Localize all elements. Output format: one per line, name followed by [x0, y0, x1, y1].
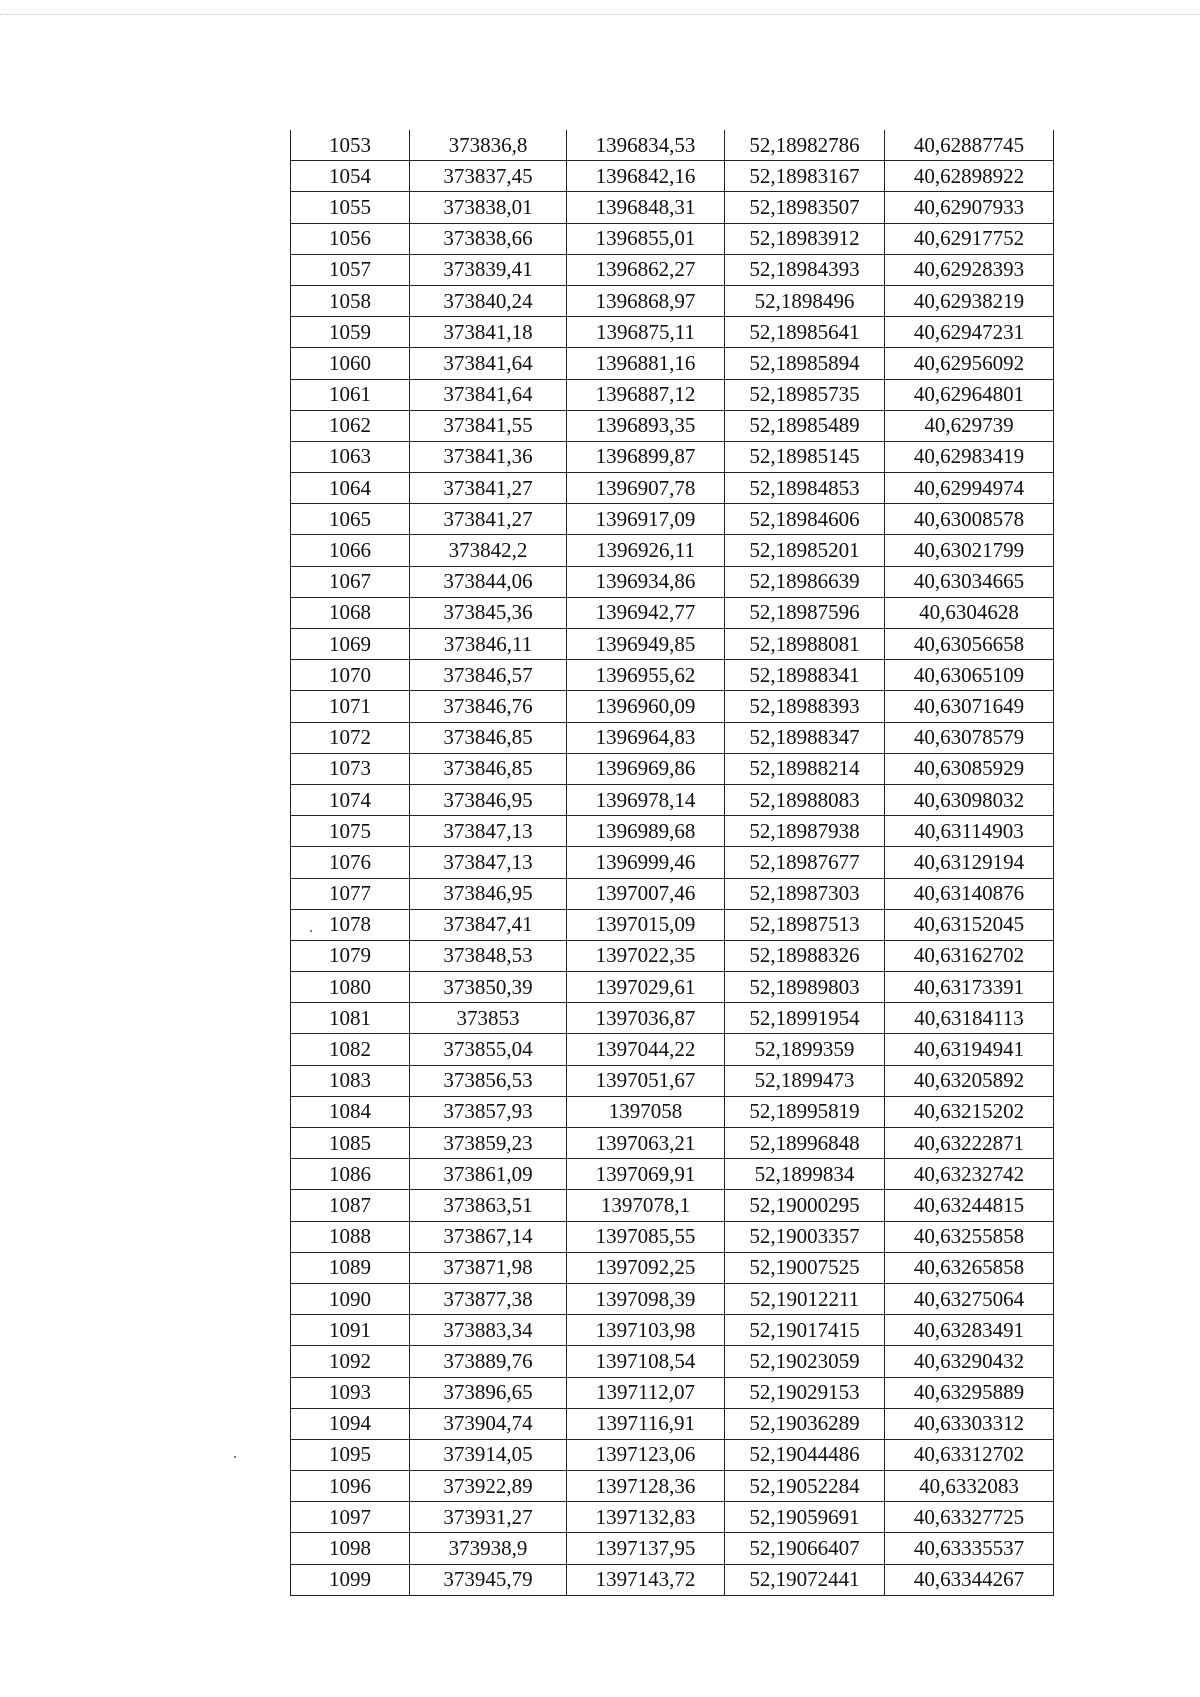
stray-mark: [234, 1456, 236, 1458]
x-coordinate-cell: 373931,27: [410, 1502, 567, 1533]
longitude-cell: 40,63290432: [885, 1346, 1054, 1377]
table-row: [291, 753, 1054, 784]
point-number-cell: 1056: [291, 223, 410, 254]
x-coordinate-cell: 373922,89: [410, 1471, 567, 1502]
y-coordinate-cell: 1396868,97: [567, 285, 725, 316]
y-coordinate-cell: 1396862,27: [567, 254, 725, 285]
point-number-cell: 1094: [291, 1408, 410, 1439]
y-coordinate-cell: 1396887,12: [567, 379, 725, 410]
longitude-cell: 40,63275064: [885, 1283, 1054, 1314]
point-number-cell: 1097: [291, 1502, 410, 1533]
point-number-cell: 1095: [291, 1439, 410, 1470]
table-row: [291, 1377, 1054, 1408]
latitude-cell: 52,18982786: [725, 130, 885, 161]
x-coordinate-cell: 373842,2: [410, 535, 567, 566]
y-coordinate-cell: 1396955,62: [567, 660, 725, 691]
longitude-cell: 40,63283491: [885, 1315, 1054, 1346]
longitude-cell: 40,62956092: [885, 348, 1054, 379]
table-row: [291, 660, 1054, 691]
latitude-cell: 52,1898496: [725, 285, 885, 316]
latitude-cell: 52,19059691: [725, 1502, 885, 1533]
latitude-cell: 52,18988341: [725, 660, 885, 691]
point-number-cell: 1068: [291, 597, 410, 628]
table-row: [291, 1315, 1054, 1346]
x-coordinate-cell: 373846,85: [410, 722, 567, 753]
table-row: [291, 878, 1054, 909]
longitude-cell: 40,62928393: [885, 254, 1054, 285]
x-coordinate-cell: 373850,39: [410, 972, 567, 1003]
latitude-cell: 52,19044486: [725, 1439, 885, 1470]
latitude-cell: 52,18991954: [725, 1003, 885, 1034]
point-number-cell: 1053: [291, 130, 410, 161]
x-coordinate-cell: 373847,13: [410, 816, 567, 847]
point-number-cell: 1093: [291, 1377, 410, 1408]
table-row: [291, 130, 1054, 161]
point-number-cell: 1092: [291, 1346, 410, 1377]
point-number-cell: 1063: [291, 441, 410, 472]
y-coordinate-cell: 1397036,87: [567, 1003, 725, 1034]
y-coordinate-cell: 1396893,35: [567, 410, 725, 441]
table-row: [291, 1408, 1054, 1439]
longitude-cell: 40,63344267: [885, 1564, 1054, 1595]
y-coordinate-cell: 1396899,87: [567, 441, 725, 472]
table-row: [291, 1096, 1054, 1127]
table-row: [291, 410, 1054, 441]
longitude-cell: 40,63205892: [885, 1065, 1054, 1096]
latitude-cell: 52,19017415: [725, 1315, 885, 1346]
latitude-cell: 52,18988081: [725, 629, 885, 660]
table-row: [291, 161, 1054, 192]
longitude-cell: 40,6332083: [885, 1471, 1054, 1502]
table-row: [291, 348, 1054, 379]
latitude-cell: 52,19000295: [725, 1190, 885, 1221]
longitude-cell: 40,62938219: [885, 285, 1054, 316]
y-coordinate-cell: 1397116,91: [567, 1408, 725, 1439]
table-row: [291, 1190, 1054, 1221]
longitude-cell: 40,63327725: [885, 1502, 1054, 1533]
y-coordinate-cell: 1396881,16: [567, 348, 725, 379]
latitude-cell: 52,18988214: [725, 753, 885, 784]
latitude-cell: 52,18987303: [725, 878, 885, 909]
y-coordinate-cell: 1397112,07: [567, 1377, 725, 1408]
longitude-cell: 40,63312702: [885, 1439, 1054, 1470]
y-coordinate-cell: 1396949,85: [567, 629, 725, 660]
x-coordinate-cell: 373853: [410, 1003, 567, 1034]
y-coordinate-cell: 1397103,98: [567, 1315, 725, 1346]
point-number-cell: 1059: [291, 317, 410, 348]
latitude-cell: 52,18983507: [725, 192, 885, 223]
point-number-cell: 1057: [291, 254, 410, 285]
x-coordinate-cell: 373889,76: [410, 1346, 567, 1377]
point-number-cell: 1073: [291, 753, 410, 784]
x-coordinate-cell: 373846,85: [410, 753, 567, 784]
y-coordinate-cell: 1396842,16: [567, 161, 725, 192]
point-number-cell: 1088: [291, 1221, 410, 1252]
latitude-cell: 52,18989803: [725, 972, 885, 1003]
x-coordinate-cell: 373863,51: [410, 1190, 567, 1221]
table-row: [291, 254, 1054, 285]
point-number-cell: 1064: [291, 473, 410, 504]
table-row: [291, 441, 1054, 472]
table-row: [291, 504, 1054, 535]
point-number-cell: 1082: [291, 1034, 410, 1065]
x-coordinate-cell: 373838,01: [410, 192, 567, 223]
longitude-cell: 40,62994974: [885, 473, 1054, 504]
latitude-cell: 52,19066407: [725, 1533, 885, 1564]
x-coordinate-cell: 373839,41: [410, 254, 567, 285]
y-coordinate-cell: 1396907,78: [567, 473, 725, 504]
latitude-cell: 52,18985894: [725, 348, 885, 379]
table-row: [291, 192, 1054, 223]
latitude-cell: 52,18988083: [725, 784, 885, 815]
y-coordinate-cell: 1397123,06: [567, 1439, 725, 1470]
x-coordinate-cell: 373848,53: [410, 940, 567, 971]
point-number-cell: 1080: [291, 972, 410, 1003]
latitude-cell: 52,19012211: [725, 1283, 885, 1314]
point-number-cell: 1084: [291, 1096, 410, 1127]
latitude-cell: 52,19052284: [725, 1471, 885, 1502]
longitude-cell: 40,63184113: [885, 1003, 1054, 1034]
table-row: [291, 1439, 1054, 1470]
y-coordinate-cell: 1397007,46: [567, 878, 725, 909]
x-coordinate-cell: 373904,74: [410, 1408, 567, 1439]
table-row: [291, 1065, 1054, 1096]
x-coordinate-cell: 373846,95: [410, 784, 567, 815]
y-coordinate-cell: 1397044,22: [567, 1034, 725, 1065]
point-number-cell: 1061: [291, 379, 410, 410]
latitude-cell: 52,18984853: [725, 473, 885, 504]
y-coordinate-cell: 1396942,77: [567, 597, 725, 628]
y-coordinate-cell: 1397137,95: [567, 1533, 725, 1564]
point-number-cell: 1062: [291, 410, 410, 441]
point-number-cell: 1086: [291, 1159, 410, 1190]
point-number-cell: 1077: [291, 878, 410, 909]
x-coordinate-cell: 373846,11: [410, 629, 567, 660]
latitude-cell: 52,18985489: [725, 410, 885, 441]
longitude-cell: 40,63034665: [885, 566, 1054, 597]
x-coordinate-cell: 373871,98: [410, 1252, 567, 1283]
table-row: [291, 816, 1054, 847]
longitude-cell: 40,62983419: [885, 441, 1054, 472]
x-coordinate-cell: 373859,23: [410, 1128, 567, 1159]
table-row: [291, 473, 1054, 504]
point-number-cell: 1054: [291, 161, 410, 192]
point-number-cell: 1065: [291, 504, 410, 535]
latitude-cell: 52,19029153: [725, 1377, 885, 1408]
x-coordinate-cell: 373857,93: [410, 1096, 567, 1127]
x-coordinate-cell: 373914,05: [410, 1439, 567, 1470]
point-number-cell: 1060: [291, 348, 410, 379]
scan-top-edge: [0, 14, 1200, 15]
point-number-cell: 1081: [291, 1003, 410, 1034]
table-row: [291, 909, 1054, 940]
latitude-cell: 52,18984606: [725, 504, 885, 535]
longitude-cell: 40,63065109: [885, 660, 1054, 691]
point-number-cell: 1070: [291, 660, 410, 691]
latitude-cell: 52,18996848: [725, 1128, 885, 1159]
y-coordinate-cell: 1396875,11: [567, 317, 725, 348]
table-row: [291, 223, 1054, 254]
latitude-cell: 52,18988347: [725, 722, 885, 753]
x-coordinate-cell: 373841,55: [410, 410, 567, 441]
table-row: [291, 1252, 1054, 1283]
table-row: [291, 1159, 1054, 1190]
latitude-cell: 52,18985145: [725, 441, 885, 472]
table-row: [291, 566, 1054, 597]
y-coordinate-cell: 1397128,36: [567, 1471, 725, 1502]
longitude-cell: 40,62917752: [885, 223, 1054, 254]
point-number-cell: 1069: [291, 629, 410, 660]
longitude-cell: 40,63255858: [885, 1221, 1054, 1252]
x-coordinate-cell: 373847,13: [410, 847, 567, 878]
latitude-cell: 52,18987938: [725, 816, 885, 847]
latitude-cell: 52,18987513: [725, 909, 885, 940]
longitude-cell: 40,63295889: [885, 1377, 1054, 1408]
latitude-cell: 52,18995819: [725, 1096, 885, 1127]
y-coordinate-cell: 1397058: [567, 1096, 725, 1127]
longitude-cell: 40,62898922: [885, 161, 1054, 192]
table-row: [291, 597, 1054, 628]
point-number-cell: 1083: [291, 1065, 410, 1096]
longitude-cell: 40,63244815: [885, 1190, 1054, 1221]
y-coordinate-cell: 1396934,86: [567, 566, 725, 597]
longitude-cell: 40,63152045: [885, 909, 1054, 940]
point-number-cell: 1087: [291, 1190, 410, 1221]
latitude-cell: 52,19072441: [725, 1564, 885, 1595]
y-coordinate-cell: 1397108,54: [567, 1346, 725, 1377]
latitude-cell: 52,18987596: [725, 597, 885, 628]
table-row: [291, 1034, 1054, 1065]
x-coordinate-cell: 373841,36: [410, 441, 567, 472]
y-coordinate-cell: 1396834,53: [567, 130, 725, 161]
table-row: [291, 1564, 1054, 1595]
latitude-cell: 52,19003357: [725, 1221, 885, 1252]
longitude-cell: 40,62964801: [885, 379, 1054, 410]
table-row: [291, 972, 1054, 1003]
y-coordinate-cell: 1397092,25: [567, 1252, 725, 1283]
longitude-cell: 40,63056658: [885, 629, 1054, 660]
x-coordinate-cell: 373945,79: [410, 1564, 567, 1595]
y-coordinate-cell: 1396989,68: [567, 816, 725, 847]
longitude-cell: 40,63265858: [885, 1252, 1054, 1283]
table-row: [291, 1221, 1054, 1252]
table-row: [291, 317, 1054, 348]
point-number-cell: 1071: [291, 691, 410, 722]
y-coordinate-cell: 1397098,39: [567, 1283, 725, 1314]
x-coordinate-cell: 373844,06: [410, 566, 567, 597]
longitude-cell: 40,63162702: [885, 940, 1054, 971]
point-number-cell: 1096: [291, 1471, 410, 1502]
x-coordinate-cell: 373847,41: [410, 909, 567, 940]
latitude-cell: 52,18988393: [725, 691, 885, 722]
longitude-cell: 40,63232742: [885, 1159, 1054, 1190]
table-row: [291, 1346, 1054, 1377]
x-coordinate-cell: 373896,65: [410, 1377, 567, 1408]
table-row: [291, 1128, 1054, 1159]
latitude-cell: 52,18985735: [725, 379, 885, 410]
x-coordinate-cell: 373861,09: [410, 1159, 567, 1190]
x-coordinate-cell: 373938,9: [410, 1533, 567, 1564]
point-number-cell: 1072: [291, 722, 410, 753]
point-number-cell: 1055: [291, 192, 410, 223]
point-number-cell: 1074: [291, 784, 410, 815]
longitude-cell: 40,63085929: [885, 753, 1054, 784]
latitude-cell: 52,18987677: [725, 847, 885, 878]
point-number-cell: 1067: [291, 566, 410, 597]
latitude-cell: 52,18984393: [725, 254, 885, 285]
table-row: [291, 1533, 1054, 1564]
latitude-cell: 52,18985641: [725, 317, 885, 348]
table-row: [291, 784, 1054, 815]
latitude-cell: 52,19036289: [725, 1408, 885, 1439]
y-coordinate-cell: 1397022,35: [567, 940, 725, 971]
x-coordinate-cell: 373837,45: [410, 161, 567, 192]
table-row: [291, 1283, 1054, 1314]
x-coordinate-cell: 373877,38: [410, 1283, 567, 1314]
table-row: [291, 629, 1054, 660]
point-number-cell: 1058: [291, 285, 410, 316]
point-number-cell: 1099: [291, 1564, 410, 1595]
point-number-cell: 1079: [291, 940, 410, 971]
table-row: [291, 285, 1054, 316]
y-coordinate-cell: 1397063,21: [567, 1128, 725, 1159]
longitude-cell: 40,63071649: [885, 691, 1054, 722]
table-row: [291, 847, 1054, 878]
x-coordinate-cell: 373846,95: [410, 878, 567, 909]
longitude-cell: 40,62907933: [885, 192, 1054, 223]
y-coordinate-cell: 1396917,09: [567, 504, 725, 535]
table-row: [291, 379, 1054, 410]
x-coordinate-cell: 373867,14: [410, 1221, 567, 1252]
longitude-cell: 40,63215202: [885, 1096, 1054, 1127]
point-number-cell: 1075: [291, 816, 410, 847]
point-number-cell: 1066: [291, 535, 410, 566]
longitude-cell: 40,63194941: [885, 1034, 1054, 1065]
point-number-cell: 1085: [291, 1128, 410, 1159]
longitude-cell: 40,63129194: [885, 847, 1054, 878]
y-coordinate-cell: 1397132,83: [567, 1502, 725, 1533]
x-coordinate-cell: 373845,36: [410, 597, 567, 628]
latitude-cell: 52,18986639: [725, 566, 885, 597]
y-coordinate-cell: 1397143,72: [567, 1564, 725, 1595]
longitude-cell: 40,62887745: [885, 130, 1054, 161]
coordinate-table-body: [291, 130, 1054, 1595]
longitude-cell: 40,63078579: [885, 722, 1054, 753]
x-coordinate-cell: 373855,04: [410, 1034, 567, 1065]
y-coordinate-cell: 1396969,86: [567, 753, 725, 784]
longitude-cell: 40,63222871: [885, 1128, 1054, 1159]
x-coordinate-cell: 373856,53: [410, 1065, 567, 1096]
point-number-cell: 1078: [291, 909, 410, 940]
longitude-cell: 40,63098032: [885, 784, 1054, 815]
table-row: [291, 1502, 1054, 1533]
table-row: [291, 535, 1054, 566]
x-coordinate-cell: 373836,8: [410, 130, 567, 161]
x-coordinate-cell: 373838,66: [410, 223, 567, 254]
table-row: [291, 722, 1054, 753]
y-coordinate-cell: 1397078,1: [567, 1190, 725, 1221]
table-row: [291, 1471, 1054, 1502]
table-row: [291, 1003, 1054, 1034]
latitude-cell: 52,19007525: [725, 1252, 885, 1283]
y-coordinate-cell: 1396855,01: [567, 223, 725, 254]
y-coordinate-cell: 1396978,14: [567, 784, 725, 815]
coordinate-table: [290, 130, 1054, 1596]
longitude-cell: 40,62947231: [885, 317, 1054, 348]
table-row: [291, 691, 1054, 722]
y-coordinate-cell: 1396999,46: [567, 847, 725, 878]
y-coordinate-cell: 1397029,61: [567, 972, 725, 1003]
longitude-cell: 40,63303312: [885, 1408, 1054, 1439]
point-number-cell: 1090: [291, 1283, 410, 1314]
y-coordinate-cell: 1397069,91: [567, 1159, 725, 1190]
point-number-cell: 1098: [291, 1533, 410, 1564]
y-coordinate-cell: 1397051,67: [567, 1065, 725, 1096]
latitude-cell: 52,18985201: [725, 535, 885, 566]
y-coordinate-cell: 1396964,83: [567, 722, 725, 753]
x-coordinate-cell: 373841,27: [410, 473, 567, 504]
longitude-cell: 40,6304628: [885, 597, 1054, 628]
y-coordinate-cell: 1396926,11: [567, 535, 725, 566]
x-coordinate-cell: 373841,64: [410, 379, 567, 410]
y-coordinate-cell: 1396960,09: [567, 691, 725, 722]
longitude-cell: 40,629739: [885, 410, 1054, 441]
x-coordinate-cell: 373883,34: [410, 1315, 567, 1346]
latitude-cell: 52,18983912: [725, 223, 885, 254]
point-number-cell: 1091: [291, 1315, 410, 1346]
longitude-cell: 40,63140876: [885, 878, 1054, 909]
longitude-cell: 40,63008578: [885, 504, 1054, 535]
longitude-cell: 40,63173391: [885, 972, 1054, 1003]
x-coordinate-cell: 373846,76: [410, 691, 567, 722]
y-coordinate-cell: 1396848,31: [567, 192, 725, 223]
latitude-cell: 52,19023059: [725, 1346, 885, 1377]
longitude-cell: 40,63021799: [885, 535, 1054, 566]
x-coordinate-cell: 373841,64: [410, 348, 567, 379]
x-coordinate-cell: 373846,57: [410, 660, 567, 691]
y-coordinate-cell: 1397085,55: [567, 1221, 725, 1252]
longitude-cell: 40,63335537: [885, 1533, 1054, 1564]
latitude-cell: 52,1899834: [725, 1159, 885, 1190]
latitude-cell: 52,1899473: [725, 1065, 885, 1096]
latitude-cell: 52,18983167: [725, 161, 885, 192]
x-coordinate-cell: 373840,24: [410, 285, 567, 316]
x-coordinate-cell: 373841,27: [410, 504, 567, 535]
table-row: [291, 940, 1054, 971]
x-coordinate-cell: 373841,18: [410, 317, 567, 348]
point-number-cell: 1089: [291, 1252, 410, 1283]
longitude-cell: 40,63114903: [885, 816, 1054, 847]
latitude-cell: 52,18988326: [725, 940, 885, 971]
point-number-cell: 1076: [291, 847, 410, 878]
latitude-cell: 52,1899359: [725, 1034, 885, 1065]
y-coordinate-cell: 1397015,09: [567, 909, 725, 940]
